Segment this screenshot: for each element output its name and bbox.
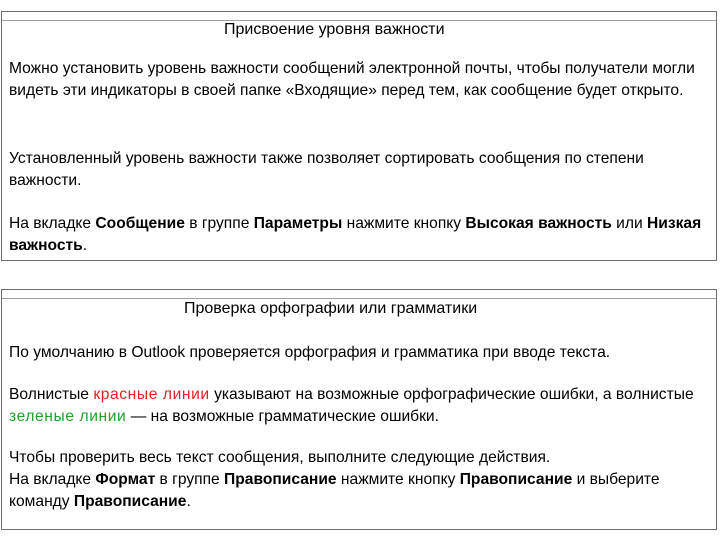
- format-tab-ref: Формат: [95, 471, 156, 488]
- spelling-section: [1, 289, 717, 530]
- importance-paragraph-2: Установленный уровень важности также позволяет сортировать сообщения по степени важности.: [9, 150, 644, 189]
- red-lines-text: красные линии: [93, 386, 210, 403]
- spelling-title: Проверка орфографии или грамматики: [184, 300, 478, 317]
- importance-section: [1, 11, 717, 261]
- importance-title: Присвоение уровня важности: [224, 21, 445, 38]
- spelling-paragraph-2: Волнистые красные линии указывают на возможные орфографические ошибки, а волнистые зеленые линии — на возможные грамматические ошибки.: [9, 386, 694, 425]
- options-group-ref: Параметры: [253, 215, 343, 232]
- low-importance-ref: Низкая важность: [9, 215, 702, 254]
- green-lines-text: зеленые линии: [9, 408, 127, 425]
- spelling-paragraph-3: Чтобы проверить весь текст сообщения, выполните следующие действия. На вкладке Формат в группе Правописание нажмите кнопку Правописание и выберите команду Правописание.: [9, 449, 660, 510]
- high-importance-ref: Высокая важность: [465, 215, 612, 232]
- spelling-command-ref: Правописание: [73, 493, 187, 510]
- message-tab-ref: Сообщение: [95, 215, 185, 232]
- importance-paragraph-1: Можно установить уровень важности сообщений электронной почты, чтобы получатели могли видеть эти индикаторы в своей папке «Входящие» перед тем, как сообщение будет открыто.: [9, 60, 695, 99]
- spelling-button-ref: Правописание: [459, 471, 573, 488]
- spelling-group-ref: Правописание: [224, 471, 337, 488]
- importance-paragraph-3: На вкладке Сообщение в группе Параметры нажмите кнопку Высокая важность или Низкая важность.: [9, 215, 702, 254]
- spelling-paragraph-1: По умолчанию в Outlook проверяется орфография и грамматика при вводе текста.: [9, 344, 611, 361]
